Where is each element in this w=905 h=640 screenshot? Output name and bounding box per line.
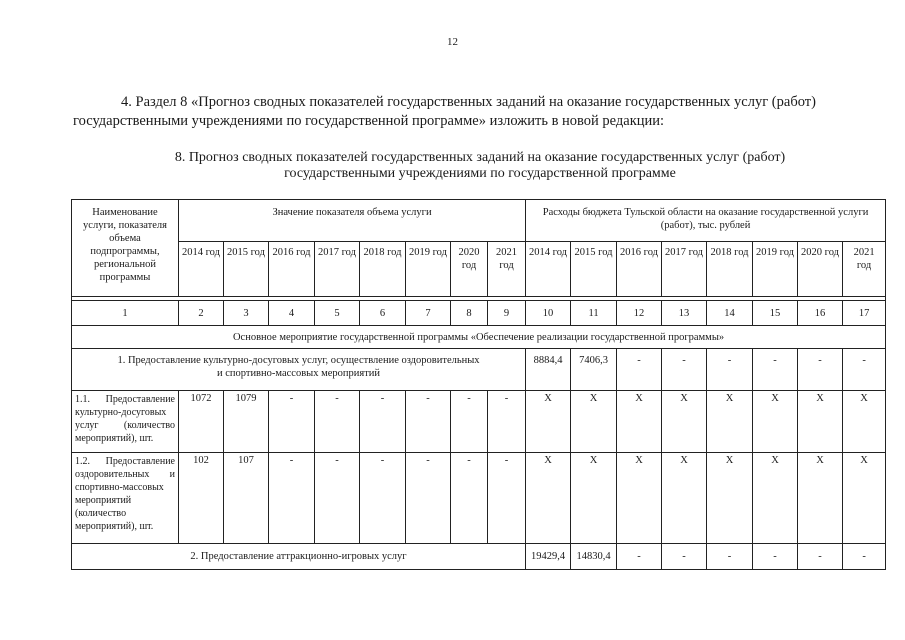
table-cell: -	[451, 453, 488, 544]
table-cell: -	[662, 544, 707, 570]
table-cell: 1079	[224, 391, 269, 453]
header-name-column: Наименование услуги, показателя объема подпрограммы, региональной программы	[72, 200, 179, 297]
column-number: 14	[707, 301, 753, 326]
table-cell: X	[571, 453, 617, 544]
table-cell: -	[843, 544, 886, 570]
table-cell: -	[753, 544, 798, 570]
column-number: 7	[406, 301, 451, 326]
table-row	[72, 349, 886, 391]
row-1-name	[72, 349, 526, 391]
table-row	[72, 544, 886, 570]
table-cell: -	[707, 544, 753, 570]
table-cell: 8884,4	[526, 349, 571, 391]
year-header: 2021 год	[488, 242, 526, 297]
table-cell: 107	[224, 453, 269, 544]
year-header: 2021 год	[843, 242, 886, 297]
column-number: 13	[662, 301, 707, 326]
table-cell: X	[753, 453, 798, 544]
table-cell: -	[406, 453, 451, 544]
year-header: 2015 год	[571, 242, 617, 297]
table-cell: -	[451, 391, 488, 453]
heading-line-1: 8. Прогноз сводных показателей государственных заданий на оказание государственных услуг (работ)	[174, 150, 786, 165]
column-number: 1	[72, 301, 179, 326]
row-1-2-name: 1.2. Предоставление оздоровительных и спортивно-массовых мероприятий (количество мероприятий), шт.	[72, 453, 179, 544]
column-number: 2	[179, 301, 224, 326]
year-header: 2019 год	[406, 242, 451, 297]
table-cell: -	[843, 349, 886, 391]
column-number: 6	[360, 301, 406, 326]
table-cell: X	[617, 453, 662, 544]
table-cell: -	[360, 391, 406, 453]
table-cell: -	[406, 391, 451, 453]
table-cell: X	[753, 391, 798, 453]
year-header: 2017 год	[315, 242, 360, 297]
year-header: 2017 год	[662, 242, 707, 297]
column-number: 11	[571, 301, 617, 326]
table-cell: 7406,3	[571, 349, 617, 391]
table-cell: X	[843, 391, 886, 453]
table-cell: -	[488, 453, 526, 544]
intro-line-1: 4. Раздел 8 «Прогноз сводных показателей государственных заданий на оказание государственных услуг (работ)	[121, 94, 816, 110]
row-2-name: 2. Предоставление аттракционно-игровых услуг	[72, 544, 526, 570]
table-cell: -	[269, 391, 315, 453]
table-cell: -	[488, 391, 526, 453]
column-number: 16	[798, 301, 843, 326]
heading-line-2: государственными учреждениями по государственной программе	[284, 166, 676, 181]
row-1-1-name: 1.1. Предоставление культурно-досуговых услуг (количество мероприятий), шт.	[72, 391, 179, 453]
column-number: 9	[488, 301, 526, 326]
table-cell: -	[662, 349, 707, 391]
column-number: 10	[526, 301, 571, 326]
table-cell: X	[707, 453, 753, 544]
table-cell: 1072	[179, 391, 224, 453]
table-cell: X	[707, 391, 753, 453]
table-cell: X	[571, 391, 617, 453]
table-row	[72, 453, 886, 544]
table-cell: 14830,4	[571, 544, 617, 570]
column-numbers-row	[72, 301, 886, 326]
year-header: 2014 год	[179, 242, 224, 297]
table-cell: -	[707, 349, 753, 391]
table-cell: X	[617, 391, 662, 453]
intro-paragraph	[73, 93, 863, 131]
page-number: 12	[447, 36, 458, 48]
year-header: 2015 год	[224, 242, 269, 297]
intro-line-2: государственными учреждениями по государственной программе» изложить в новой редакции:	[73, 113, 665, 129]
year-header: 2018 год	[360, 242, 406, 297]
column-number: 15	[753, 301, 798, 326]
column-number: 17	[843, 301, 886, 326]
column-number: 5	[315, 301, 360, 326]
column-number: 12	[617, 301, 662, 326]
year-header: 2014 год	[526, 242, 571, 297]
table-cell: -	[315, 453, 360, 544]
table-cell: -	[617, 349, 662, 391]
table-cell: -	[315, 391, 360, 453]
table-cell: X	[662, 453, 707, 544]
table-cell: X	[798, 453, 843, 544]
table-cell: -	[753, 349, 798, 391]
column-number: 4	[269, 301, 315, 326]
main-event-row: Основное мероприятие государственной программы «Обеспечение реализации государственной программы»	[72, 326, 886, 349]
table-cell: X	[526, 391, 571, 453]
row-1-name-line-2: и спортивно-массовых мероприятий	[216, 368, 381, 379]
column-number: 8	[451, 301, 488, 326]
forecast-table	[71, 199, 886, 570]
table-cell: 19429,4	[526, 544, 571, 570]
row-1-name-line-1: 1. Предоставление культурно-досуговых услуг, осуществление оздоровительных	[117, 355, 480, 366]
year-header: 2016 год	[269, 242, 315, 297]
table-cell: -	[617, 544, 662, 570]
year-header: 2020 год	[451, 242, 488, 297]
section-heading	[120, 150, 840, 182]
year-header: 2020 год	[798, 242, 843, 297]
table-cell: X	[662, 391, 707, 453]
table-cell: X	[526, 453, 571, 544]
table-cell: X	[798, 391, 843, 453]
table-cell: 102	[179, 453, 224, 544]
table-row	[72, 391, 886, 453]
table-cell: X	[843, 453, 886, 544]
table-cell: -	[269, 453, 315, 544]
year-header: 2019 год	[753, 242, 798, 297]
table-cell: -	[798, 544, 843, 570]
column-number: 3	[224, 301, 269, 326]
header-volume-group: Значение показателя объема услуги	[179, 200, 526, 242]
header-expenses-group: Расходы бюджета Тульской области на оказание государственной услуги (работ), тыс. рублей	[526, 200, 886, 242]
table-cell: -	[360, 453, 406, 544]
year-header: 2016 год	[617, 242, 662, 297]
table-cell: -	[798, 349, 843, 391]
year-header: 2018 год	[707, 242, 753, 297]
